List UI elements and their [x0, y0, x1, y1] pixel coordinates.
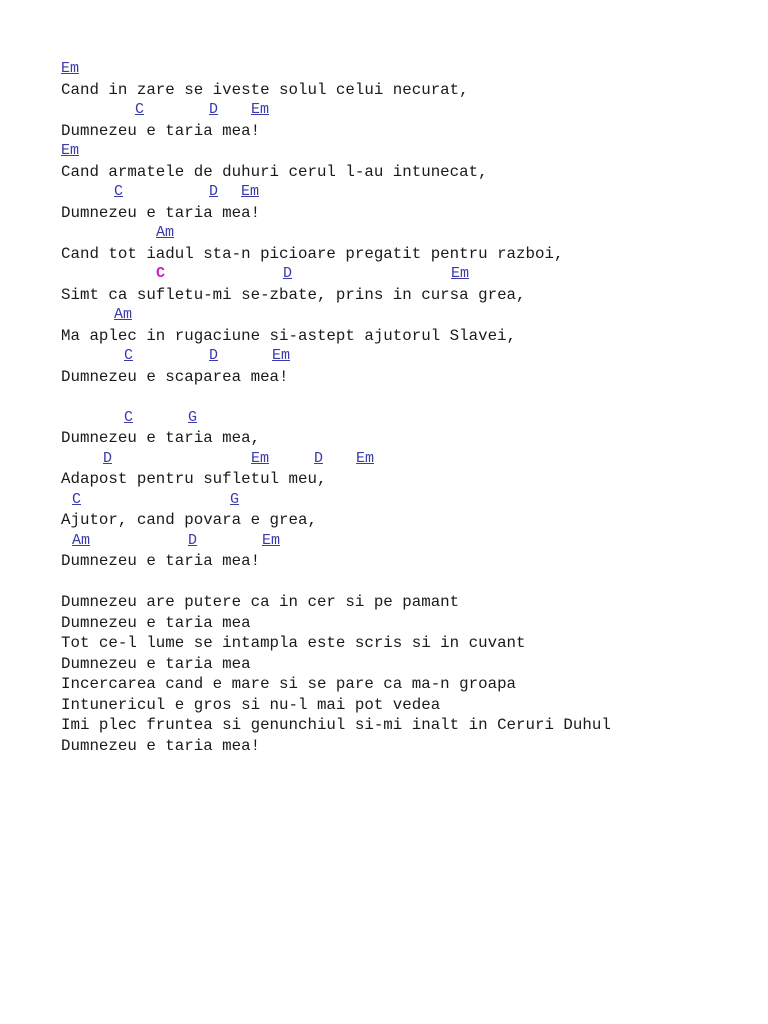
chord-em[interactable]: Em — [61, 60, 80, 77]
chord-d[interactable]: D — [188, 531, 198, 549]
chord-am[interactable]: Am — [72, 531, 91, 549]
lyric-line: Cand tot iadul sta-n picioare pregatit pentru razboi, — [61, 244, 564, 263]
chord-em[interactable]: Em — [241, 183, 260, 200]
lyric-line: Ma aplec in rugaciune si-astept ajutorul Slavei, — [61, 326, 517, 345]
lyric-line: Ajutor, cand povara e grea, — [61, 511, 317, 529]
lyric-line: Imi plec fruntea si genunchiul si-mi inalt in Ceruri Duhul — [61, 716, 611, 734]
chord-em[interactable]: Em — [251, 101, 270, 118]
lyric-line: Dumnezeu e taria mea! — [61, 736, 261, 755]
stanza-gap — [61, 572, 611, 593]
chord-am[interactable]: Am — [156, 224, 175, 241]
chord-am[interactable]: Am — [114, 306, 133, 323]
lyric-line: Intunericul e gros si nu-l mai pot vedea — [61, 695, 441, 714]
chord-line — [61, 141, 611, 162]
chord-c[interactable]: C — [124, 408, 134, 426]
lyric-line: Simt ca sufletu-mi se-zbate, prins in cursa grea, — [61, 285, 526, 304]
lyric-line: Dumnezeu are putere ca in cer si pe pamant — [61, 593, 460, 611]
chord-c[interactable]: C — [135, 101, 145, 118]
chord-d[interactable]: D — [209, 347, 219, 364]
chord-line — [61, 490, 611, 511]
chord-line — [61, 223, 611, 244]
chord-c[interactable]: C — [72, 490, 82, 508]
lyric-line: Dumnezeu e taria mea, — [61, 429, 261, 447]
lyric-line: Tot ce-l lume se intampla este scris si in cuvant — [61, 634, 526, 652]
chord-line — [61, 264, 611, 285]
chord-g[interactable]: G — [188, 408, 198, 426]
lyric-line: Incercarea cand e mare si se pare ca ma-n groapa — [61, 675, 517, 693]
chord-c[interactable]: C — [124, 347, 134, 364]
lyric-line: Dumnezeu e taria mea! — [61, 203, 261, 222]
lyric-line: Cand armatele de duhuri cerul l-au intunecat, — [61, 162, 488, 181]
chord-em[interactable]: Em — [272, 347, 291, 364]
lyric-line: Dumnezeu e scaparea mea! — [61, 367, 289, 386]
chord-line — [61, 408, 611, 429]
lyric-line: Cand in zare se iveste solul celui necurat, — [61, 80, 469, 99]
chord-line — [61, 531, 611, 552]
chord-g[interactable]: G — [230, 490, 240, 508]
chord-c-highlighted[interactable]: C — [156, 265, 166, 282]
lyric-line: Adapost pentru sufletul meu, — [61, 470, 327, 488]
chord-line — [61, 449, 611, 470]
stanza-gap — [61, 387, 611, 408]
chord-d[interactable]: D — [209, 101, 219, 118]
chord-em[interactable]: Em — [251, 449, 270, 467]
chord-em[interactable]: Em — [451, 265, 470, 282]
chord-line — [61, 305, 611, 326]
chord-line — [61, 182, 611, 203]
lyric-line: Dumnezeu e taria mea! — [61, 121, 261, 140]
chord-em[interactable]: Em — [356, 449, 375, 467]
lyric-line: Dumnezeu e taria mea — [61, 613, 251, 632]
chord-line — [61, 346, 611, 367]
lyric-line: Dumnezeu e taria mea — [61, 654, 251, 673]
chord-d[interactable]: D — [209, 183, 219, 200]
lyrics-sheet — [61, 59, 611, 756]
chord-d[interactable]: D — [283, 265, 293, 282]
lyric-line: Dumnezeu e taria mea! — [61, 552, 261, 570]
chord-em[interactable]: Em — [61, 142, 80, 159]
chord-line — [61, 100, 611, 121]
chord-d[interactable]: D — [314, 449, 324, 467]
chord-c[interactable]: C — [114, 183, 124, 200]
chord-line — [61, 59, 611, 80]
chord-d[interactable]: D — [103, 449, 113, 467]
chord-em[interactable]: Em — [262, 531, 281, 549]
